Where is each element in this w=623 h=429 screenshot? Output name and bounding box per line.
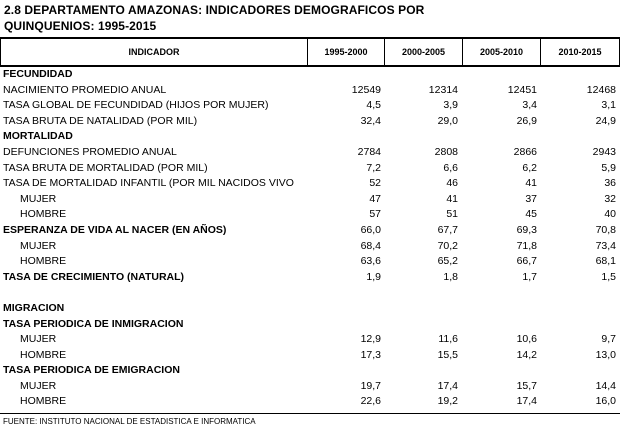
row-value-1: 66,0 bbox=[360, 223, 381, 236]
row-value-4: 2943 bbox=[592, 145, 616, 158]
row-value-2: 29,0 bbox=[437, 114, 458, 127]
row-label: MORTALIDAD bbox=[3, 130, 73, 143]
row-label: MIGRACION bbox=[3, 301, 65, 314]
table-row bbox=[0, 161, 620, 177]
row-value-1: 2784 bbox=[357, 145, 381, 158]
header-indicador: INDICADOR bbox=[1, 39, 308, 65]
row-value-4: 1,5 bbox=[601, 270, 616, 283]
table-row bbox=[0, 394, 620, 410]
row-value-2: 65,2 bbox=[437, 255, 458, 268]
row-value-2: 70,2 bbox=[437, 239, 458, 252]
table-row bbox=[0, 114, 620, 130]
indicators-table bbox=[0, 37, 620, 410]
row-value-4: 40 bbox=[604, 208, 616, 221]
table-row bbox=[0, 363, 620, 379]
row-value-2: 46 bbox=[446, 177, 458, 190]
row-value-3: 12451 bbox=[507, 83, 537, 96]
header-2000-2005: 2000-2005 bbox=[385, 39, 463, 65]
row-value-4: 70,8 bbox=[595, 223, 616, 236]
row-value-4: 13,0 bbox=[595, 348, 616, 361]
row-value-3: 71,8 bbox=[516, 239, 537, 252]
row-value-1: 63,6 bbox=[360, 255, 381, 268]
row-value-1: 12,9 bbox=[360, 333, 381, 346]
row-label: HOMBRE bbox=[20, 208, 67, 221]
table-row bbox=[0, 301, 620, 317]
header-2010-2015: 2010-2015 bbox=[558, 47, 602, 57]
row-value-2: 6,6 bbox=[443, 161, 458, 174]
row-value-1: 17,3 bbox=[360, 348, 381, 361]
row-label: MUJER bbox=[20, 333, 57, 346]
row-value-4: 73,4 bbox=[595, 239, 616, 252]
row-value-4: 12468 bbox=[586, 83, 616, 96]
row-value-4: 32 bbox=[604, 192, 616, 205]
row-label: ESPERANZA DE VIDA AL NACER (EN AÑOS) bbox=[3, 223, 227, 236]
row-value-1: 57 bbox=[369, 208, 381, 221]
row-value-3: 2866 bbox=[513, 145, 537, 158]
row-value-1: 19,7 bbox=[360, 379, 381, 392]
row-value-2: 12314 bbox=[428, 83, 458, 96]
table-row bbox=[0, 207, 620, 223]
table-row bbox=[0, 254, 620, 270]
row-label: TASA PERIODICA DE EMIGRACION bbox=[3, 364, 180, 377]
row-label: NACIMIENTO PROMEDIO ANUAL bbox=[3, 83, 167, 96]
table-body bbox=[0, 67, 620, 410]
row-value-1: 47 bbox=[369, 192, 381, 205]
row-value-3: 66,7 bbox=[516, 255, 537, 268]
page-title bbox=[4, 2, 424, 34]
row-value-3: 37 bbox=[525, 192, 537, 205]
row-value-2: 1,8 bbox=[443, 270, 458, 283]
row-value-3: 45 bbox=[525, 208, 537, 221]
row-value-3: 69,3 bbox=[516, 223, 537, 236]
row-value-4: 24,9 bbox=[595, 114, 616, 127]
table-row bbox=[0, 223, 620, 239]
row-value-1: 12549 bbox=[351, 83, 381, 96]
header-2005-2010: 2005-2010 bbox=[463, 39, 541, 65]
row-label: TASA BRUTA DE NATALIDAD (POR MIL) bbox=[3, 114, 198, 127]
table-row bbox=[0, 285, 620, 301]
table-row bbox=[0, 192, 620, 208]
row-label: MUJER bbox=[20, 239, 57, 252]
title-line-2: QUINQUENIOS: 1995-2015 bbox=[4, 19, 157, 33]
table-row bbox=[0, 176, 620, 192]
row-label: FECUNDIDAD bbox=[3, 68, 73, 80]
row-value-2: 17,4 bbox=[437, 379, 458, 392]
row-value-2: 2808 bbox=[434, 145, 458, 158]
row-value-2: 41 bbox=[446, 192, 458, 205]
row-value-1: 4,5 bbox=[366, 99, 381, 112]
row-value-2: 19,2 bbox=[437, 395, 458, 408]
row-value-2: 11,6 bbox=[438, 333, 458, 346]
table-row bbox=[0, 270, 620, 286]
row-value-2: 3,9 bbox=[443, 99, 458, 112]
row-value-1: 68,4 bbox=[360, 239, 381, 252]
row-label: DEFUNCIONES PROMEDIO ANUAL bbox=[3, 145, 177, 158]
row-value-1: 7,2 bbox=[366, 161, 381, 174]
table-row bbox=[0, 348, 620, 364]
row-value-1: 22,6 bbox=[360, 395, 381, 408]
row-label: TASA BRUTA DE MORTALIDAD (POR MIL) bbox=[3, 161, 208, 174]
source-note: FUENTE: INSTITUTO NACIONAL DE ESTADISTICA E INFORMATICA bbox=[3, 417, 256, 426]
row-value-2: 51 bbox=[446, 208, 458, 221]
table-row bbox=[0, 332, 620, 348]
table-row bbox=[0, 98, 620, 114]
row-label: TASA PERIODICA DE INMIGRACION bbox=[3, 317, 184, 330]
title-line-1: 2.8 DEPARTAMENTO AMAZONAS: INDICADORES DEMOGRAFICOS POR bbox=[4, 3, 425, 17]
table-row bbox=[0, 239, 620, 255]
row-label: MUJER bbox=[20, 379, 57, 392]
table-row bbox=[0, 145, 620, 161]
table-row bbox=[0, 317, 620, 333]
row-value-2: 67,7 bbox=[437, 223, 458, 236]
row-value-3: 41 bbox=[525, 177, 537, 190]
row-label: HOMBRE bbox=[20, 395, 67, 408]
row-label: HOMBRE bbox=[20, 255, 67, 268]
row-value-3: 26,9 bbox=[516, 114, 537, 127]
row-value-4: 14,4 bbox=[595, 379, 616, 392]
header-1995-2000: 1995-2000 bbox=[308, 39, 385, 65]
row-value-3: 3,4 bbox=[522, 99, 537, 112]
table-row bbox=[0, 83, 620, 99]
row-value-4: 9,7 bbox=[601, 333, 616, 346]
row-value-3: 1,7 bbox=[522, 270, 537, 283]
row-value-4: 16,0 bbox=[595, 395, 616, 408]
table-header bbox=[0, 37, 620, 67]
row-value-3: 6,2 bbox=[522, 161, 537, 174]
table-row bbox=[0, 379, 620, 395]
row-label: TASA GLOBAL DE FECUNDIDAD (HIJOS POR MUJER) bbox=[3, 99, 269, 112]
row-label: HOMBRE bbox=[20, 348, 67, 361]
row-value-4: 3,1 bbox=[601, 99, 616, 112]
row-value-3: 15,7 bbox=[516, 379, 537, 392]
row-label: TASA DE CRECIMIENTO (NATURAL) bbox=[3, 270, 185, 283]
row-value-4: 36 bbox=[604, 177, 616, 190]
table-row bbox=[0, 67, 620, 83]
row-value-3: 10,6 bbox=[516, 333, 537, 346]
row-label: TASA DE MORTALIDAD INFANTIL (POR MIL NACIDOS VIVO bbox=[3, 177, 294, 190]
row-value-4: 5,9 bbox=[601, 161, 616, 174]
row-value-1: 32,4 bbox=[360, 114, 381, 127]
row-value-4: 68,1 bbox=[595, 255, 616, 268]
row-value-2: 15,5 bbox=[437, 348, 458, 361]
row-value-1: 52 bbox=[369, 177, 381, 190]
row-value-1: 1,9 bbox=[366, 270, 381, 283]
table-row bbox=[0, 129, 620, 145]
row-value-3: 14,2 bbox=[516, 348, 537, 361]
row-value-3: 17,4 bbox=[516, 395, 537, 408]
table-bottom-rule bbox=[0, 413, 620, 414]
row-label: MUJER bbox=[20, 192, 57, 205]
